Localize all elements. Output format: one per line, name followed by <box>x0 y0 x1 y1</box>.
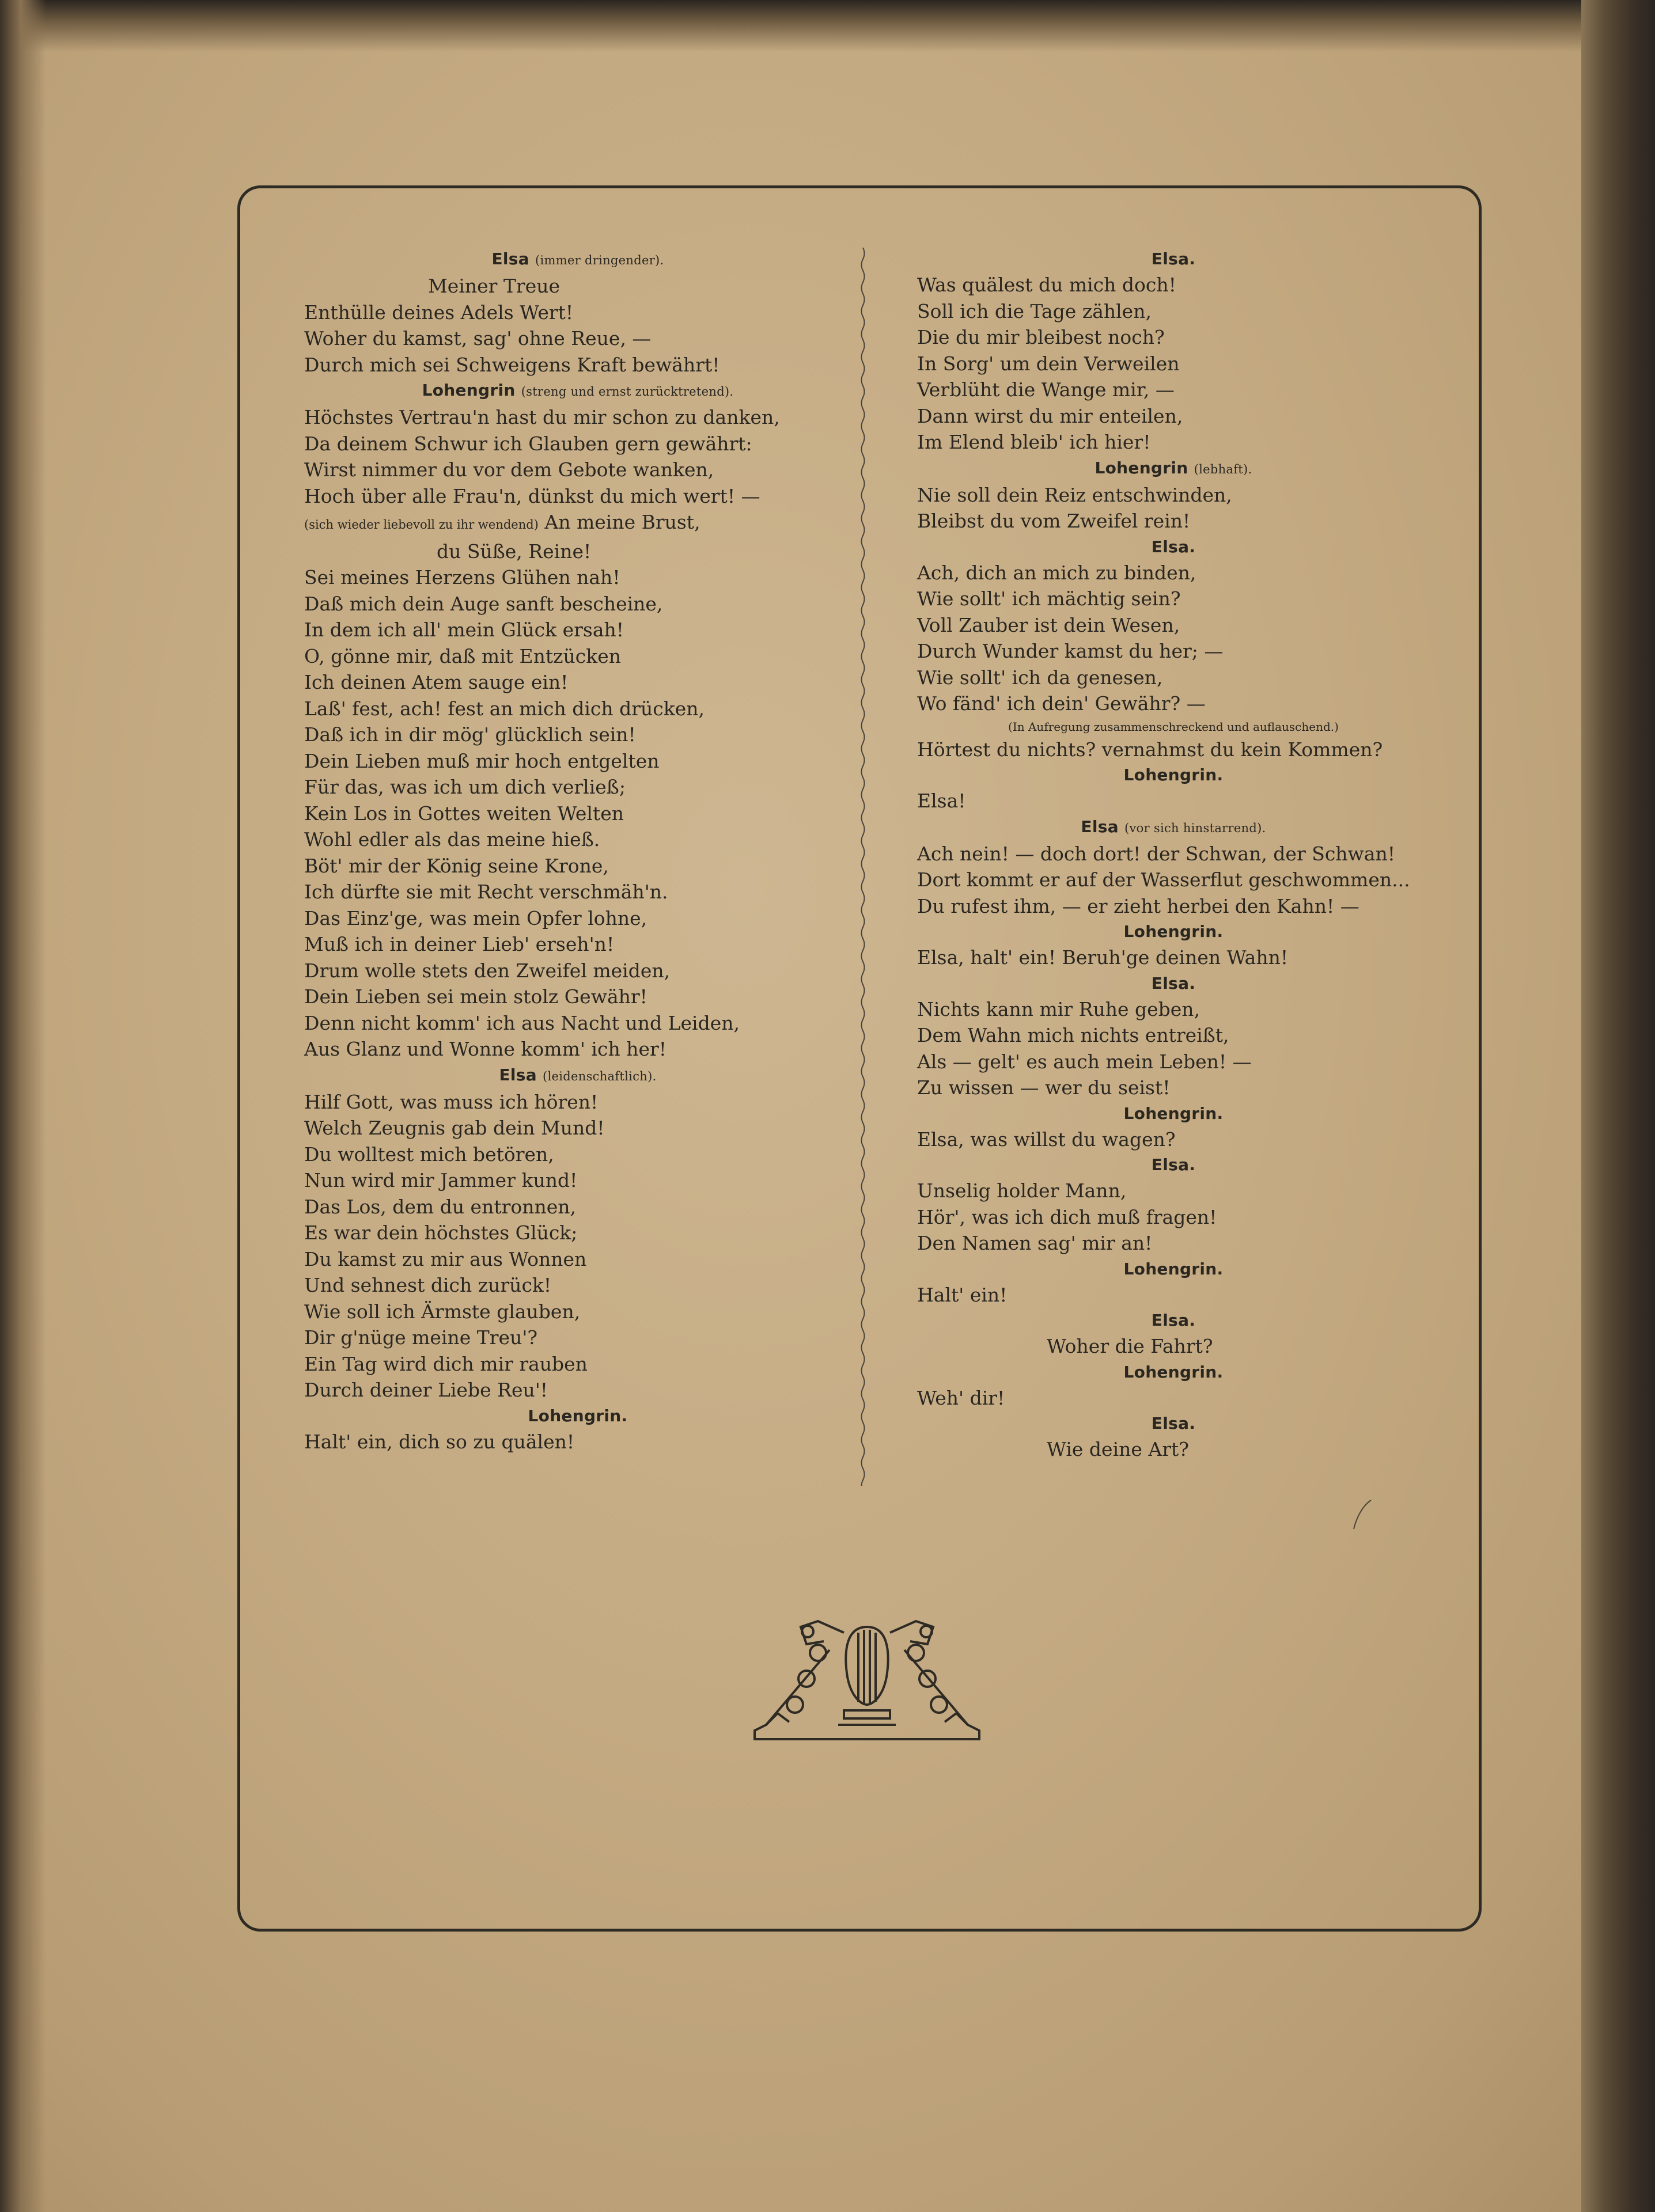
verse-line: Wo fänd' ich dein' Gewähr? — <box>917 692 1206 715</box>
verse-line: Nun wird mir Jammer kund! <box>304 1169 578 1192</box>
verse-line: Hoch über alle Frau'n, dünkst du mich wert! — <box>304 484 760 507</box>
verse-line: Hörtest du nichts? vernahmst du kein Kommen? <box>917 738 1383 761</box>
verse-line: Nie soll dein Reiz entschwinden, <box>917 483 1232 506</box>
verse-line: Elsa, was willst du wagen? <box>917 1128 1176 1151</box>
verse-line: Durch mich sei Schweigens Kraft bewährt! <box>304 353 720 376</box>
verse-line: Das Los, dem du entronnen, <box>304 1195 577 1218</box>
verse-line: Enthülle deines Adels Wert! <box>304 301 574 324</box>
stage-direction: (leidenschaftlich). <box>543 1069 657 1083</box>
verse-line: Den Namen sag' mir an! <box>917 1232 1153 1254</box>
verse-line: Dir g'nüge meine Treu'? <box>304 1326 538 1349</box>
verse-line: Unselig holder Mann, <box>917 1179 1127 1202</box>
verse-line: Ach nein! — doch dort! der Schwan, der Schwan! <box>917 842 1395 865</box>
verse-line <box>304 509 851 538</box>
verse-line: Wie deine Art? <box>1047 1438 1189 1460</box>
verse-line: Als — gelt' es auch mein Leben! — <box>917 1050 1252 1073</box>
speaker-name: Lohengrin. <box>528 1406 628 1425</box>
speaker-name: Lohengrin. <box>1123 1103 1224 1123</box>
verse-line: Dann wirst du mir enteilen, <box>917 404 1183 427</box>
column-divider <box>855 248 870 1486</box>
verse-line: Elsa, halt' ein! Beruh'ge deinen Wahn! <box>917 946 1289 969</box>
verse-line: Du rufest ihm, — er zieht herbei den Kahn! — <box>917 894 1359 917</box>
scan-edge-left <box>0 0 46 2212</box>
verse-line: O, gönne mir, daß mit Entzücken <box>304 644 622 667</box>
verse-line: Zu wissen — wer du seist! <box>917 1076 1171 1099</box>
verse-line: Dein Lieben muß mir hoch entgelten <box>304 749 660 772</box>
verse-line: In Sorg' um dein Verweilen <box>917 352 1180 375</box>
speaker-name: Elsa. <box>1151 1155 1196 1174</box>
stage-direction: (vor sich hinstarrend). <box>1124 821 1266 835</box>
verse-line: Durch Wunder kamst du her; — <box>917 640 1224 662</box>
speaker-heading <box>917 456 1430 482</box>
verse-line: Kein Los in Gottes weiten Welten <box>304 802 624 825</box>
verse-line: Ein Tag wird dich mir rauben <box>304 1352 588 1375</box>
verse-line: Voll Zauber ist dein Wesen, <box>917 613 1180 636</box>
verse-line: In dem ich all' mein Glück ersah! <box>304 619 624 641</box>
speaker-name: Elsa <box>1081 817 1119 836</box>
verse-line: Für das, was ich um dich verließ; <box>304 776 626 798</box>
verse-line: Hör', was ich dich muß fragen! <box>917 1205 1217 1228</box>
verse-line: Du wolltest mich betören, <box>304 1143 554 1166</box>
verse-line: Sei meines Herzens Glühen nah! <box>304 566 620 589</box>
verse-line: Daß mich dein Auge sanft bescheine, <box>304 592 663 615</box>
verse-line: Meiner Treue <box>428 275 560 297</box>
stage-direction: (lebhaft). <box>1194 462 1252 476</box>
verse-line: Wohl edler als das meine hieß. <box>304 828 600 851</box>
speaker-name: Elsa <box>499 1065 537 1084</box>
verse-line: Weh' dir! <box>917 1386 1005 1409</box>
speaker-heading <box>917 1308 1430 1333</box>
speaker-heading <box>917 1152 1430 1178</box>
speaker-heading <box>917 814 1430 841</box>
verse-line: Ich dürfte sie mit Recht verschmäh'n. <box>304 881 668 903</box>
speaker-name: Elsa. <box>1151 1414 1196 1433</box>
ink-mark <box>1351 1497 1374 1532</box>
speaker-name: Lohengrin <box>422 381 516 400</box>
verse-line: Laß' fest, ach! fest an mich dich drücken, <box>304 697 705 720</box>
speaker-name: Elsa. <box>1151 1311 1196 1330</box>
speaker-name: Lohengrin <box>1095 458 1188 477</box>
verse-line: Denn nicht komm' ich aus Nacht und Leiden, <box>304 1011 740 1034</box>
speaker-name: Elsa. <box>1151 973 1196 993</box>
verse-line: Wie sollt' ich da genesen, <box>917 666 1163 689</box>
speaker-name: Lohengrin. <box>1123 765 1224 784</box>
left-column <box>304 246 851 1455</box>
speaker-heading <box>304 1403 851 1429</box>
stage-direction: (immer dringender). <box>535 253 664 267</box>
verse-line: du Süße, Reine! <box>437 540 592 563</box>
verse-line: Woher du kamst, sag' ohne Reue, — <box>304 327 652 350</box>
speaker-heading <box>917 1411 1430 1436</box>
speaker-name: Elsa. <box>1151 537 1196 556</box>
verse-line: Elsa! <box>917 790 966 812</box>
verse-line: Woher die Fahrt? <box>1047 1335 1213 1357</box>
speaker-heading <box>917 246 1430 272</box>
verse-line: Soll ich die Tage zählen, <box>917 299 1152 322</box>
verse-line: Bleibst du vom Zweifel rein! <box>917 510 1191 532</box>
verse-line: Nichts kann mir Ruhe geben, <box>917 997 1200 1020</box>
stage-direction: (sich wieder liebevoll zu ihr wendend) <box>304 518 539 532</box>
speaker-name: Lohengrin. <box>1123 1259 1224 1278</box>
lyre-ornament-icon <box>743 1610 991 1742</box>
stage-direction: (streng und ernst zurücktretend). <box>521 385 734 399</box>
verse-line: Halt' ein, dich so zu quälen! <box>304 1430 575 1453</box>
verse-line: Durch deiner Liebe Reu'! <box>304 1379 548 1401</box>
speaker-heading <box>917 1360 1430 1385</box>
verse-line: Böt' mir der König seine Krone, <box>304 854 609 877</box>
speaker-heading <box>917 1257 1430 1282</box>
verse-line: Drum wolle stets den Zweifel meiden, <box>304 959 671 982</box>
verse-line: Im Elend bleib' ich hier! <box>917 431 1151 453</box>
verse-line: Wirst nimmer du vor dem Gebote wanken, <box>304 458 714 481</box>
verse-line: Das Einz'ge, was mein Opfer lohne, <box>304 906 647 929</box>
verse-line: Und sehnest dich zurück! <box>304 1274 552 1296</box>
speaker-heading <box>917 971 1430 996</box>
verse-line: Dein Lieben sei mein stolz Gewähr! <box>304 985 647 1008</box>
verse-line: Dem Wahn mich nichts entreißt, <box>917 1024 1229 1046</box>
speaker-heading <box>917 919 1430 944</box>
speaker-heading <box>917 762 1430 788</box>
verse-line: Was quälest du mich doch! <box>917 274 1176 296</box>
speaker-name: Elsa <box>491 249 529 268</box>
verse-line: Da deinem Schwur ich Glauben gern gewährt: <box>304 432 752 455</box>
verse-line: Dort kommt er auf der Wasserflut geschwommen... <box>917 868 1410 891</box>
speaker-name: Elsa. <box>1151 249 1196 268</box>
verse-line: Du kamst zu mir aus Wonnen <box>304 1247 587 1270</box>
verse-line: Daß ich in dir mög' glücklich sein! <box>304 723 636 746</box>
verse-line: Welch Zeugnis gab dein Mund! <box>304 1117 605 1139</box>
speaker-name: Lohengrin. <box>1123 922 1224 941</box>
verse-line: Es war dein höchstes Glück; <box>304 1221 578 1244</box>
right-column <box>917 246 1430 1463</box>
verse-line: Wie sollt' ich mächtig sein? <box>917 587 1181 610</box>
speaker-name: Lohengrin. <box>1123 1362 1224 1382</box>
verse-line: Halt' ein! <box>917 1283 1008 1306</box>
verse-line: Wie soll ich Ärmste glauben, <box>304 1300 581 1323</box>
verse-text: An meine Brust, <box>538 511 700 533</box>
speaker-heading <box>304 378 851 404</box>
verse-line: Die du mir bleibest noch? <box>917 326 1165 348</box>
speaker-heading <box>917 534 1430 560</box>
verse-line: Hilf Gott, was muss ich hören! <box>304 1090 599 1113</box>
speaker-heading <box>917 1101 1430 1126</box>
verse-line: Höchstes Vertrau'n hast du mir schon zu danken, <box>304 406 780 428</box>
verse-line: Verblüht die Wange mir, — <box>917 378 1175 401</box>
verse-line: Aus Glanz und Wonne komm' ich her! <box>304 1038 667 1060</box>
verse-line: Muß ich in deiner Lieb' erseh'n! <box>304 933 615 955</box>
speaker-heading <box>304 246 851 273</box>
stage-direction: (In Aufregung zusammenschreckend und auflauschend.) <box>1008 719 1339 734</box>
scan-edge-top <box>0 0 1655 52</box>
scan-edge-right <box>1581 0 1655 2212</box>
verse-line: Ich deinen Atem sauge ein! <box>304 671 569 693</box>
verse-line: Ach, dich an mich zu binden, <box>917 561 1196 584</box>
speaker-heading <box>304 1063 851 1089</box>
